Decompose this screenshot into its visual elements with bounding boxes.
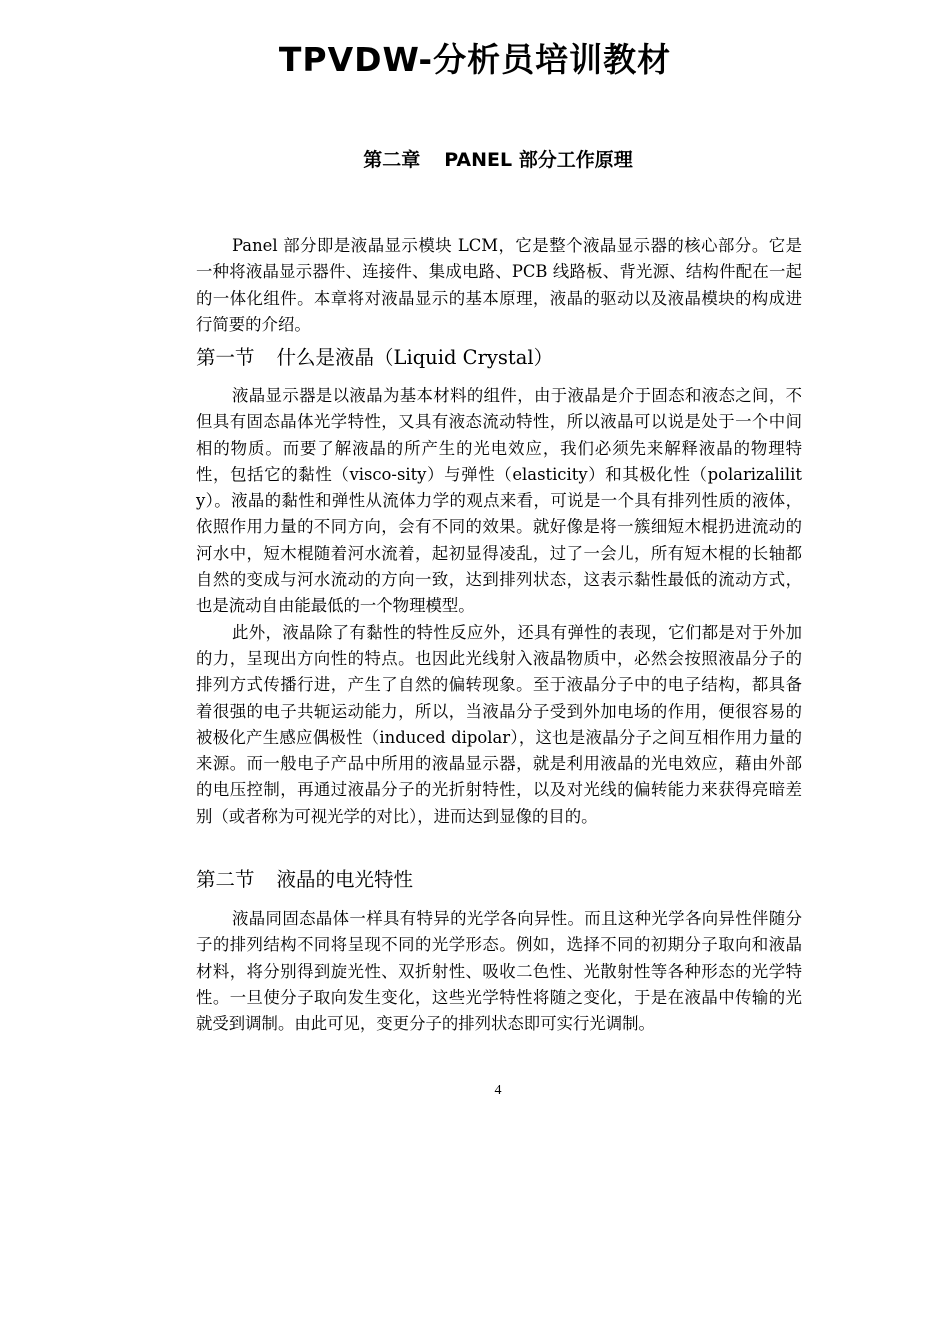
section-number: 第二节 — [196, 868, 255, 891]
body-paragraph: 液晶显示器是以液晶为基本材料的组件，由于液晶是介于固态和液态之间，不但具有固态晶体光学特性，又具有液态流动特性，所以液晶可以说是处于一个中间相的物质。而要了解液晶的所产生的光电效应，我们必须先来解释液晶的物理特性，包括它的黏性（visco-sity）与弹性（elasticity）和其极化性（polarizalility）。液晶的黏性和弹性从流体力学的观点来看，可说是一个具有排列性质的液体，依照作用力量的不同方向，会有不同的效果。就好像是将一簇细短木棍扔进流动的河水中，短木棍随着河水流着，起初显得凌乱，过了一会儿，所有短木棍的长轴都自然的变成与河水流动的方向一致，达到排列状态，这表示黏性最低的流动方式，也是流动自由能最低的一个物理模型。 — [196, 386, 802, 616]
chapter-number: 第二章 — [363, 149, 421, 171]
body-paragraph: 液晶同固态晶体一样具有特异的光学各向异性。而且这种光学各向异性伴随分子的排列结构不同将呈现不同的光学形态。例如，选择不同的初期分子取向和液晶材料，将分别得到旋光性、双折射性、吸收二色性、光散射性等各种形态的光学特性。一旦使分子取向发生变化，这些光学特性将随之变化，于是在液晶中传输的光就受到调制。由此可见，变更分子的排列状态即可实行光调制。 — [196, 909, 802, 1034]
section-number: 第一节 — [196, 346, 255, 369]
chapter-title — [0, 146, 950, 174]
body-paragraph: 此外，液晶除了有黏性的特性反应外，还具有弹性的表现，它们都是对于外加的力，呈现出方向性的特点。也因此光线射入液晶物质中，必然会按照液晶分子的排列方式传播行进，产生了自然的偏转现象。至于液晶分子中的电子结构，都具备着很强的电子共轭运动能力，所以，当液晶分子受到外加电场的作用，便很容易的被极化产生感应偶极性（induced dipolar），这也是液晶分子之间互相作用力量的来源。而一般电子产品中所用的液晶显示器，就是利用液晶的光电效应，藉由外部的电压控制，再通过液晶分子的光折射特性，以及对光线的偏转能力来获得亮暗差别（或者称为可视光学的对比），进而达到显像的目的。 — [196, 622, 802, 826]
document-title: TPVDW-分析员培训教材 — [278, 40, 672, 79]
intro-block — [196, 233, 802, 338]
section-title: 什么是液晶（Liquid Crystal） — [276, 346, 554, 369]
section-heading-2 — [196, 865, 802, 895]
section-body-1 — [196, 383, 802, 830]
page-number: 4 — [494, 1083, 502, 1098]
section-heading-1 — [196, 343, 802, 373]
chapter-name: PANEL 部分工作原理 — [444, 149, 633, 171]
section-title: 液晶的电光特性 — [276, 868, 414, 891]
section-body-2 — [196, 906, 802, 1037]
intro-paragraph: Panel 部分即是液晶显示模块 LCM，它是整个液晶显示器的核心部分。它是一种将液晶显示器件、连接件、集成电路、PCB 线路板、背光源、结构件配在一起的一体化组件。本章将对液晶显示的基本原理，液晶的驱动以及液晶模块的构成进行简要的介绍。 — [196, 236, 802, 334]
